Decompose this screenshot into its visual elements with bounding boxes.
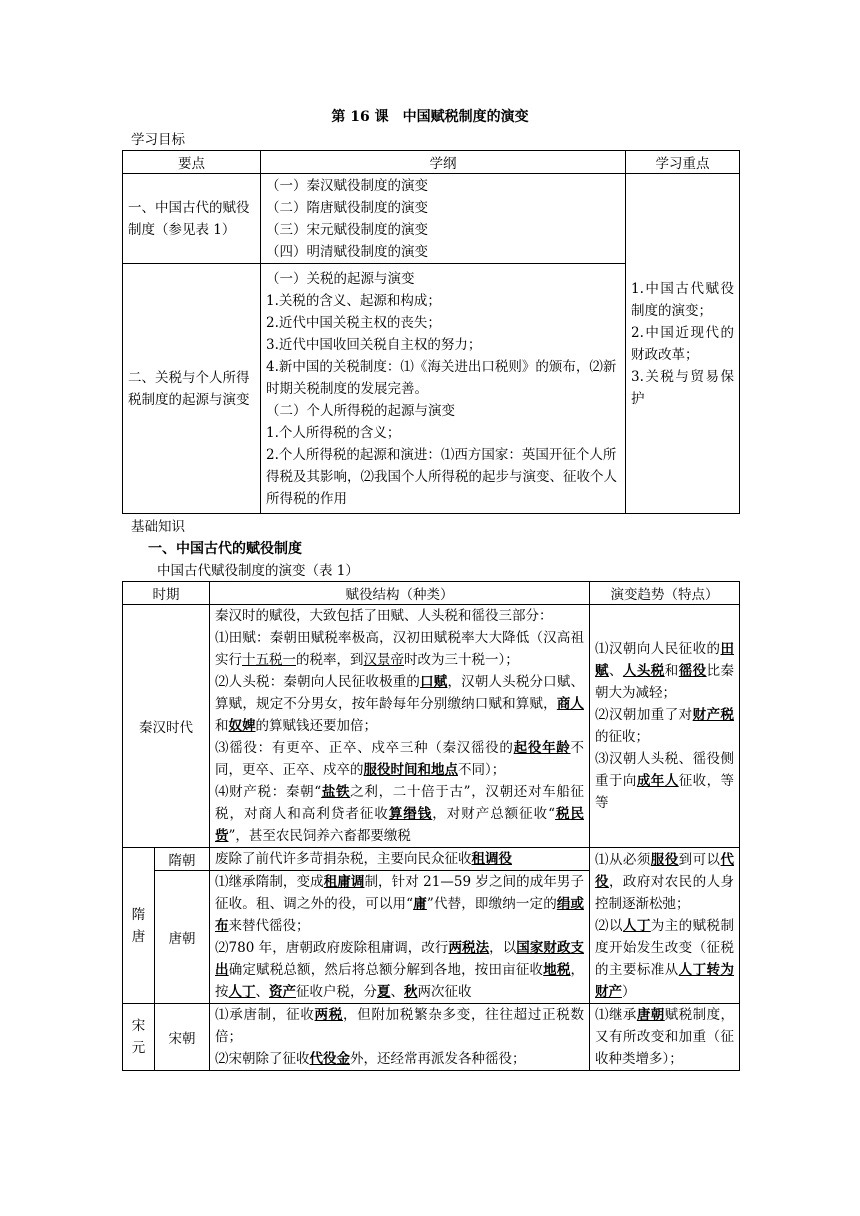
outline-item: （一）关税的起源与演变 bbox=[266, 270, 415, 287]
text: 秦汉时的赋役，大致包括了田赋、人头税和徭役三部分： bbox=[215, 608, 553, 624]
trend-qinhan bbox=[590, 605, 740, 848]
outline-item: （一）秦汉赋役制度的演变 bbox=[266, 177, 428, 194]
outline-item: （四）明清赋役制度的演变 bbox=[266, 243, 428, 260]
text: ⑶汉朝人头税、徭役侧重于向成年人征收，等等 bbox=[595, 751, 735, 811]
text: ⑴承唐制，征收两税，但附加税繁杂多变，往往超过正税数倍； bbox=[215, 1007, 585, 1045]
focus-item: 3.关税与贸易保护 bbox=[631, 368, 734, 407]
text: ⑵780 年，唐朝政府废除租庸调，改行两税法，以国家财政支出确定赋税总额，然后将总额分解到各地，按田亩征收地税，按人丁、资产征收户税，分夏、秋两次征收 bbox=[215, 940, 585, 1000]
subheading: 一、中国古代的赋役制度 bbox=[148, 541, 302, 557]
goals-table bbox=[122, 150, 740, 514]
text: ⑴田赋：秦朝田赋税率极高，汉初田赋税率大大降低（汉高祖实行十五税一的税率，到汉景帝时改为三十税一）； bbox=[215, 630, 584, 668]
outline-item: 3.近代中国收回关税自主权的努力； bbox=[266, 336, 482, 353]
period-tang: 唐朝 bbox=[155, 871, 210, 1004]
outline-item: 4.新中国的关税制度：⑴《海关进出口税则》的颁布，⑵新时期关税制度的发展完善。 bbox=[266, 358, 617, 397]
text: ⑴汉朝向人民征收的田赋、人头税和徭役比秦朝大为减轻； bbox=[595, 641, 735, 701]
period-sui: 隋朝 bbox=[155, 848, 210, 871]
outline-item: 2.近代中国关税主权的丧失； bbox=[266, 314, 441, 331]
outline-item: （二）隋唐赋役制度的演变 bbox=[266, 199, 428, 216]
tax-header-period: 时期 bbox=[123, 582, 210, 605]
goals-focus bbox=[626, 174, 740, 514]
goals-header-outline: 学纲 bbox=[261, 151, 626, 174]
text: ⑵人头税：秦朝向人民征收极重的口赋，汉朝人头税分口赋、算赋，规定不分男女，按年龄每年分别缴纳口赋和算赋，商人和奴婢的算赋钱还要加倍； bbox=[215, 674, 585, 734]
goals-header-point: 要点 bbox=[123, 151, 261, 174]
focus-item: 2.中国近现代的财政改革； bbox=[631, 324, 734, 363]
outline-item: 1.个人所得税的含义； bbox=[266, 424, 401, 441]
goals-row1-point: 一、中国古代的赋役制度（参见表 1） bbox=[123, 174, 261, 264]
section-label-basic: 基础知识 bbox=[131, 519, 185, 535]
tax-header-trend: 演变趋势（特点） bbox=[590, 582, 740, 605]
trend-suitang bbox=[590, 848, 740, 1004]
page-title: 第 16 课 中国赋税制度的演变 bbox=[331, 109, 529, 125]
structure-song bbox=[210, 1004, 590, 1071]
structure-qinhan bbox=[210, 605, 590, 848]
tax-header-structure: 赋役结构（种类） bbox=[210, 582, 590, 605]
goals-row1-outline bbox=[261, 174, 626, 264]
trend-song: ⑴继承唐朝赋税制度，又有所改变和加重（征收种类增多）； bbox=[590, 1004, 740, 1071]
outline-item: （二）个人所得税的起源与演变 bbox=[266, 402, 455, 419]
group-songyuan: 宋元 bbox=[123, 1004, 155, 1071]
structure-tang bbox=[210, 871, 590, 1004]
group-suitang: 隋唐 bbox=[123, 848, 155, 1004]
goals-row2-point: 二、关税与个人所得税制度的起源与演变 bbox=[123, 264, 261, 514]
period-song: 宋朝 bbox=[155, 1004, 210, 1071]
table1-caption: 中国古代赋役制度的演变（表 1） bbox=[157, 563, 359, 579]
text: ⑵以人丁为主的赋税制度开始发生改变（征税的主要标准从人丁转为财产） bbox=[595, 917, 735, 1000]
text: ⑵宋朝除了征收代役金外，还经常再派发各种徭役； bbox=[215, 1051, 526, 1067]
focus-item: 1.中国古代赋役制度的演变； bbox=[631, 280, 734, 319]
period-qinhan: 秦汉时代 bbox=[123, 605, 210, 848]
text: ⑷财产税：秦朝“盐铁之利，二十倍于古”，汉朝还对车船征税，对商人和高利贷者征收算缗钱，对财产总额征收“税民赀”，甚至农民饲养六畜都要缴税 bbox=[215, 784, 585, 844]
outline-item: 2.个人所得税的起源和演进：⑴西方国家：英国开征个人所得税及其影响，⑵我国个人所得税的起步与演变、征收个人所得税的作用 bbox=[266, 446, 617, 507]
text: ⑴继承隋制，变成租庸调制，针对 21—59 岁之间的成年男子征收。租、调之外的役，可以用“庸”代替，即缴纳一定的绢或布来替代徭役； bbox=[215, 874, 585, 934]
structure-sui: 废除了前代许多苛捐杂税，主要向民众征收租调役 bbox=[210, 848, 590, 871]
goals-row2-outline bbox=[261, 264, 626, 514]
tax-table bbox=[122, 581, 740, 1071]
section-label-goals: 学习目标 bbox=[131, 132, 185, 148]
text: ⑶徭役：有更卒、正卒、戍卒三种（秦汉徭役的起役年龄不同，更卒、正卒、戍卒的服役时间和地点不同）； bbox=[215, 740, 585, 778]
goals-header-focus: 学习重点 bbox=[626, 151, 740, 174]
outline-item: 1.关税的含义、起源和构成； bbox=[266, 292, 441, 309]
text: ⑴从必须服役到可以代役，政府对农民的人身控制逐渐松弛； bbox=[595, 851, 735, 912]
outline-item: （三）宋元赋役制度的演变 bbox=[266, 221, 428, 238]
text: ⑵汉朝加重了对财产税的征收； bbox=[595, 707, 735, 745]
